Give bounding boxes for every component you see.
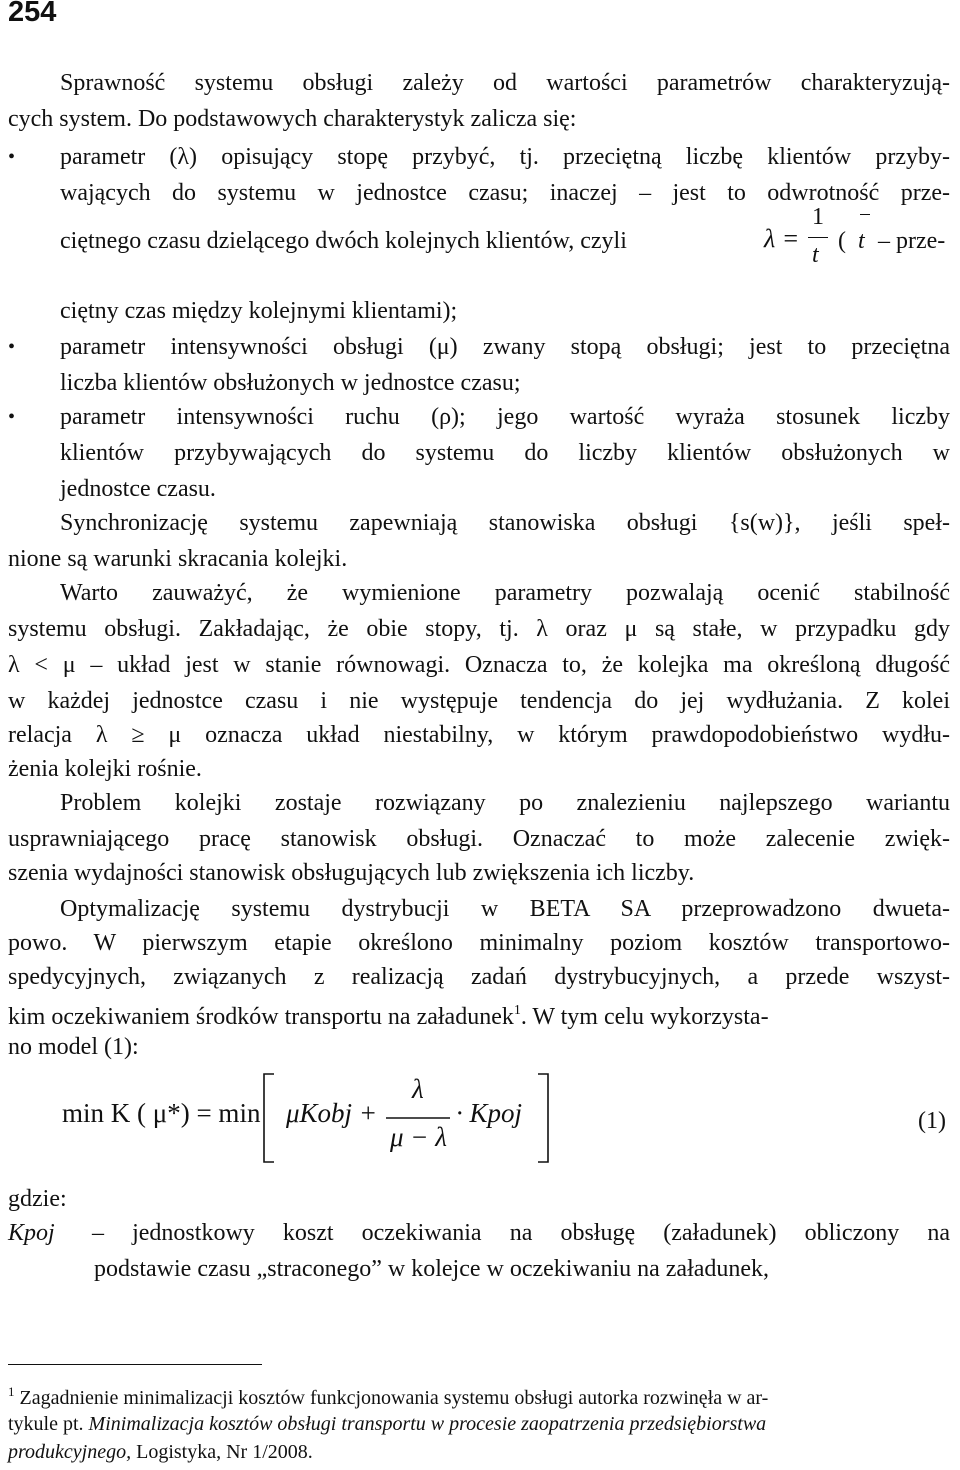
- bullet1-line-3-end: – prze-: [878, 228, 946, 254]
- overline-bar: [860, 214, 870, 215]
- fraction-denominator: t: [812, 242, 819, 268]
- problem-line-2: usprawniającego pracę stanowisk obsługi. Oznaczać to może zalecenie zwięk-: [8, 826, 950, 852]
- kpoj-line-1: – jednostkowy koszt oczekiwania na obsługę (załadunek) obliczony na: [92, 1220, 950, 1246]
- sync-line-2: nione są warunki skracania kolejki.: [8, 546, 348, 572]
- bullet2-line-2: liczba klientów obsłużonych w jednostce czasu;: [60, 370, 521, 396]
- warto-line-5: relacja λ ≥ μ oznacza układ niestabilny, w którym prawdopodobieństwo wydłu-: [8, 722, 950, 748]
- bullet3-line-2: klientów przybywających do systemu do liczby klientów obsłużonych w: [60, 440, 950, 466]
- footnote-marker: 1: [8, 1384, 15, 1399]
- bullet-icon: •: [8, 146, 16, 168]
- lambda-formula: λ =: [764, 224, 800, 253]
- footnote-line-2: [8, 1410, 766, 1438]
- opt-line-4-end: . W tym celu wykorzysta-: [520, 1004, 769, 1030]
- opt-line-4-text: kim oczekiwaniem środków transportu na załadunek: [8, 1004, 514, 1030]
- bullet1-line-2: wających do systemu w jednostce czasu; inaczej – jest to odwrotność prze-: [60, 180, 950, 206]
- opt-line-2: powo. W pierwszym etapie określono minimalny poziom kosztów transportowo-: [8, 930, 950, 956]
- bullet3-line-1: parametr intensywności ruchu (ρ); jego wartość wyraża stosunek liczby: [60, 404, 950, 430]
- warto-line-1: Warto zauważyć, że wymienione parametry pozwalają ocenić stabilność: [60, 580, 950, 606]
- fraction-bar: [808, 237, 828, 238]
- problem-line-3: szenia wydajności stanowisk obsługujących lub zwiększenia ich liczby.: [8, 860, 695, 886]
- footnote-title-2: produkcyjnego,: [8, 1441, 132, 1463]
- bullet2-line-1: parametr intensywności obsługi (μ) zwany stopą obsługi; jest to przeciętna: [60, 334, 950, 360]
- formula-term1: μKobj +: [286, 1098, 378, 1128]
- footnote-text-3: Logistyka, Nr 1/2008.: [136, 1441, 313, 1463]
- kpoj-line-2: podstawie czasu „straconego” w kolejce w oczekiwaniu na załadunek,: [94, 1256, 770, 1282]
- warto-line-3: λ < μ – układ jest w stanie równowagi. Oznacza to, że kolejka ma określoną długość: [8, 652, 950, 678]
- bullet-icon: •: [8, 406, 16, 428]
- formula-frac-den: μ − λ: [390, 1122, 447, 1152]
- intro-line-1: Sprawność systemu obsługi zależy od wartości parametrów charakteryzują-: [60, 70, 950, 96]
- bullet-icon: •: [8, 336, 16, 358]
- footnote-line-1: [8, 1378, 768, 1412]
- footnote-title-1: Minimalizacja kosztów obsługi transportu w procesie zaopatrzenia przedsiębiorstwa: [88, 1413, 767, 1435]
- warto-line-6: żenia kolejki rośnie.: [8, 756, 202, 782]
- kpoj-symbol: Kpoj: [8, 1220, 55, 1246]
- formula-frac-num: λ: [412, 1074, 424, 1104]
- opt-line-5: no model (1):: [8, 1034, 139, 1060]
- footnote-text-1: Zagadnienie minimalizacji kosztów funkcjonowania systemu obsługi autorka rozwinęła w ar-: [19, 1387, 769, 1409]
- opt-line-1: Optymalizację systemu dystrybucji w BETA SA przeprowadzono dwueta-: [60, 896, 950, 922]
- opt-line-3: spedycyjnych, związanych z realizacją zadań dystrybucyjnych, a przede wszyst-: [8, 964, 950, 990]
- page-number: 254: [8, 0, 57, 28]
- problem-line-1: Problem kolejki zostaje rozwiązany po znalezieniu najlepszego wariantu: [60, 790, 950, 816]
- formula-term2: · Kpoj: [456, 1098, 523, 1128]
- intro-line-2: cych system. Do podstawowych charakterystyk zalicza się:: [8, 106, 577, 132]
- formula-lhs: min K ( μ*) = min: [62, 1098, 261, 1128]
- warto-line-4: w każdej jednostce czasu i nie występuje tendencja do jej wydłużania. Z kolei: [8, 688, 950, 714]
- footnote-rule: [8, 1364, 262, 1365]
- bullet1-line-4: ciętny czas między kolejnymi klientami);: [60, 298, 458, 324]
- where-label: gdzie:: [8, 1186, 67, 1212]
- sync-line-1: Synchronizację systemu zapewniają stanowiska obsługi {s(w)}, jeśli speł-: [60, 510, 950, 536]
- formula-number: (1): [918, 1108, 946, 1134]
- opt-line-4: [8, 996, 769, 1032]
- bullet1-line-3: ciętnego czasu dzielącego dwóch kolejnych klientów, czyli: [60, 228, 627, 254]
- footnote-text-2: tykule pt.: [8, 1413, 84, 1435]
- warto-line-2: systemu obsługi. Zakładając, że obie stopy, tj. λ oraz μ są stałe, w przypadku gdy: [8, 616, 950, 642]
- t-symbol: t: [858, 228, 865, 254]
- fraction-numerator: 1: [812, 204, 824, 230]
- footnote-ref: 1: [513, 1003, 521, 1018]
- bullet3-line-3: jednostce czasu.: [60, 476, 216, 502]
- bullet1-line-1: parametr (λ) opisujący stopę przybyć, tj. przeciętną liczbę klientów przyby-: [60, 144, 950, 170]
- footnote-line-3: [8, 1438, 313, 1466]
- paren-open: (: [838, 228, 846, 254]
